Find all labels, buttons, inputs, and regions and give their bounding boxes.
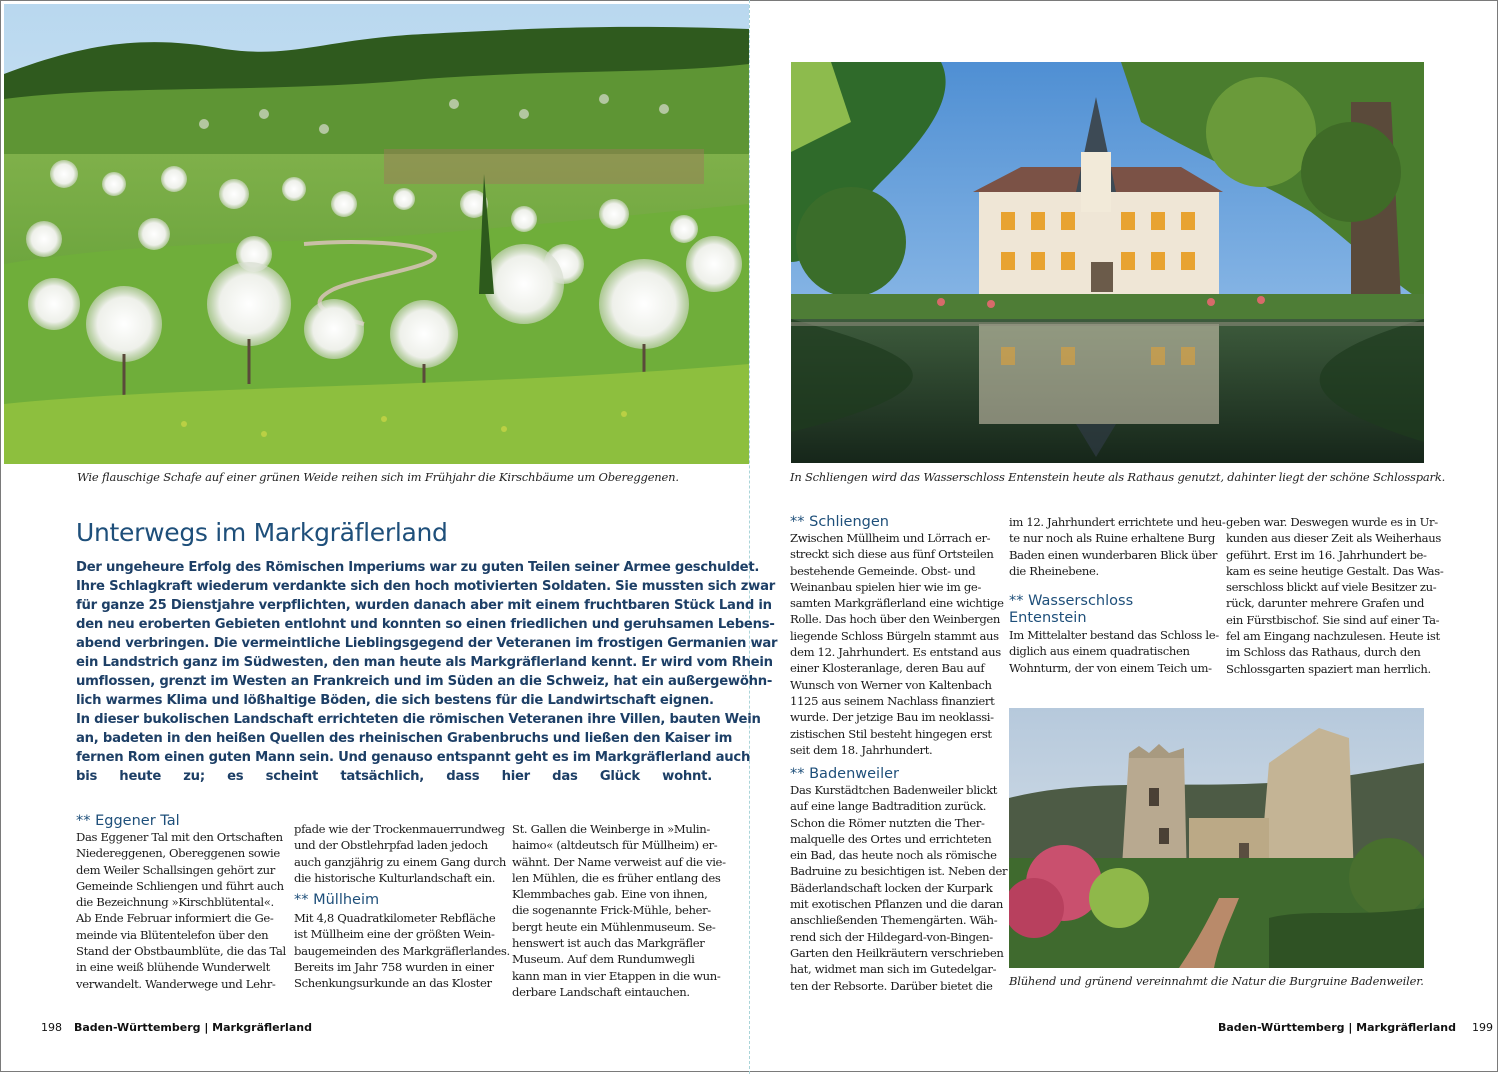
body-line: dem Weiler Schallsingen gehört zur bbox=[76, 862, 275, 877]
body-line: Mit 4,8 Quadratkilometer Rebfläche bbox=[294, 911, 496, 925]
body-line: Wohnturm, der von einem Teich um- bbox=[1009, 660, 1212, 675]
lead-line: ein Landstrich ganz im Südwesten, den man heute als Markgräflerland kennt. Er wird vom Rhein bbox=[76, 655, 773, 670]
body-line: Garten den Heilkräutern verschrieben bbox=[790, 945, 1004, 960]
lead-paragraph bbox=[76, 558, 778, 786]
column-2-text bbox=[294, 821, 506, 886]
body-line: rend sich der Hildegard-von-Bingen- bbox=[790, 929, 993, 944]
body-line: seit dem 18. Jahrhundert. bbox=[790, 742, 933, 757]
body-line: Ab Ende Februar informiert die Ge- bbox=[76, 911, 274, 926]
body-line: Badruine zu besichtigen ist. Neben der bbox=[790, 864, 1008, 879]
body-line: Niedereggenen, Obereggenen sowie bbox=[76, 846, 280, 861]
body-line: wurde. Der jetzige Bau im neoklassi- bbox=[790, 710, 994, 725]
lead-line: lich warmes Klima und lößhaltige Böden, die sich bestens für die Landwirtschaft eignen. bbox=[76, 693, 714, 708]
page-number: 199 bbox=[1471, 1021, 1493, 1034]
lead-line: Ihre Schlagkraft wiederum verdankte sich den hoch motivierten Soldaten. Sie mussten sich zwar bbox=[76, 579, 775, 594]
body-line: serschloss blickt auf viele Besitzer zu- bbox=[1226, 580, 1437, 595]
eggener-tal-heading: ** Eggener Tal bbox=[76, 813, 180, 829]
body-line: Im Mittelalter bestand das Schloss le- bbox=[1009, 628, 1219, 642]
body-line: ten der Rebsorte. Darüber bietet die bbox=[790, 978, 993, 993]
body-line: geben war. Deswegen wurde es in Ur- bbox=[1226, 515, 1438, 529]
wasserschloss-heading-line-1: ** Wasserschloss bbox=[1009, 593, 1134, 609]
body-line: Rolle. Das hoch über den Weinbergen bbox=[790, 612, 1001, 627]
eggener-tal-text bbox=[76, 829, 286, 992]
body-line: einer Klosteranlage, deren Bau auf bbox=[790, 661, 985, 676]
body-line: St. Gallen die Weinberge in »Mulin- bbox=[512, 822, 710, 836]
body-line: Stand der Obstbaumblüte, die das Tal bbox=[76, 944, 286, 959]
body-line: haimo« (altdeutsch für Müllheim) er- bbox=[512, 838, 718, 853]
schliengen-heading: ** Schliengen bbox=[790, 514, 889, 530]
badenweiler-heading: ** Badenweiler bbox=[790, 766, 899, 782]
lead-line: Der ungeheure Erfolg des Römischen Imperiums war zu guten Teilen seiner Armee geschuldet. bbox=[76, 560, 760, 575]
body-line: baugemeinden des Markgräflerlandes. bbox=[294, 943, 510, 958]
body-line: ein Bad, das heute noch als römische bbox=[790, 848, 997, 863]
body-line: Wunsch von Werner von Kaltenbach bbox=[790, 677, 992, 692]
body-line: henswert ist auch das Markgräfler bbox=[512, 936, 705, 951]
column-right-text bbox=[1226, 514, 1444, 677]
lead-line: an, badeten in den heißen Quellen des rheinischen Grabenbruchs und ließen den Kaiser im bbox=[76, 731, 733, 746]
body-line: die Bezeichnung »Kirschblütental«. bbox=[76, 895, 274, 910]
body-line: kunden aus dieser Zeit als Weiherhaus bbox=[1226, 531, 1441, 546]
body-line: samten Markgräflerland eine wichtige bbox=[790, 596, 1004, 611]
body-line: im 12. Jahrhundert errichtete und heu- bbox=[1009, 515, 1226, 529]
wasserschloss-heading-line-2: Entenstein bbox=[1009, 610, 1087, 626]
article-title: Unterwegs im Markgräflerland bbox=[76, 518, 448, 547]
left-folio bbox=[41, 1021, 312, 1034]
body-line: 1125 aus seinem Nachlass finanziert bbox=[790, 693, 995, 708]
body-line: Weinanbau spielen hier wie im ge- bbox=[790, 579, 982, 594]
body-line: auch ganzjährig zu einem Gang durch bbox=[294, 854, 506, 869]
body-line: Schlossgarten spaziert man herrlich. bbox=[1226, 661, 1431, 676]
body-line: geführt. Erst im 16. Jahrhundert be- bbox=[1226, 547, 1427, 562]
body-line: Schenkungsurkunde an das Kloster bbox=[294, 976, 492, 991]
body-line: malquelle des Ortes und errichteten bbox=[790, 831, 992, 846]
wasserschloss-text bbox=[1009, 627, 1219, 676]
cherry-blossom-photo bbox=[4, 4, 749, 464]
body-line: bergt heute ein Mühlenmuseum. Se- bbox=[512, 919, 716, 934]
body-line: Bäderlandschaft locken der Kurpark bbox=[790, 880, 993, 895]
body-line: Klemmbaches gab. Eine von ihnen, bbox=[512, 887, 708, 902]
badenweiler-text bbox=[790, 782, 1008, 994]
body-line: die Rheinebene. bbox=[1009, 563, 1099, 578]
burgruine-photo bbox=[1009, 708, 1424, 968]
body-line: Das Eggener Tal mit den Ortschaften bbox=[76, 830, 283, 844]
body-line: ein Fürstbischof. Sie sind auf einer Ta- bbox=[1226, 612, 1440, 627]
body-line: mit exotischen Pflanzen und die daran bbox=[790, 897, 1004, 912]
body-line: Museum. Auf dem Rundumwegli bbox=[512, 952, 695, 967]
running-head: Baden-Württemberg | Markgräflerland bbox=[74, 1021, 312, 1034]
lead-line: abend verbringen. Die vermeintliche Lieblingsgegend der Veteranen im frostigen Germanien war bbox=[76, 636, 778, 651]
body-line: dem 12. Jahrhundert. Es entstand aus bbox=[790, 645, 1001, 660]
body-line: te nur noch als Ruine erhaltene Burg bbox=[1009, 531, 1216, 546]
body-line: len Mühlen, die es früher entlang des bbox=[512, 870, 721, 885]
body-line: bestehende Gemeinde. Obst- und bbox=[790, 563, 976, 578]
body-line: Gemeinde Schliengen und führt auch bbox=[76, 878, 284, 893]
body-line: kann man in vier Etappen in die wun- bbox=[512, 968, 721, 983]
left-photo-caption: Wie flauschige Schafe auf einer grünen Weide reihen sich im Frühjahr die Kirschbäume um Obereggenen. bbox=[77, 470, 679, 484]
lead-line: umflossen, grenzt im Westen an Frankreich und im Süden an die Schweiz, hat ein außergewöhn- bbox=[76, 674, 773, 689]
lead-line: fernen Rom einen guten Mann sein. Und genauso entspannt geht es im Markgräflerland auch bbox=[76, 750, 751, 765]
page-number: 198 bbox=[41, 1021, 62, 1034]
body-line: wähnt. Der Name verweist auf die vie- bbox=[512, 854, 726, 869]
body-line: und der Obstlehrpfad laden jedoch bbox=[294, 838, 488, 853]
body-line: in eine weiß blühende Wunderwelt bbox=[76, 960, 270, 975]
body-line: Baden einen wunderbaren Blick über bbox=[1009, 547, 1218, 562]
body-line: die historische Kulturlandschaft ein. bbox=[294, 870, 496, 885]
lead-line: für ganze 25 Dienstjahre verpflichten, wurden danach aber mit einem fruchtbaren Stück Land in bbox=[76, 598, 772, 613]
body-line: meinde via Blütentelefon über den bbox=[76, 927, 269, 942]
body-line: Das Kurstädtchen Badenweiler blickt bbox=[790, 783, 998, 797]
body-line: liegende Schloss Bürgeln stammt aus bbox=[790, 628, 999, 643]
body-line: derbare Landschaft eintauchen. bbox=[512, 984, 690, 999]
body-line: zistischen Stil besteht hingegen erst bbox=[790, 726, 992, 741]
body-line: streckt sich diese aus fünf Ortsteilen bbox=[790, 547, 994, 562]
schliengen-text bbox=[790, 530, 1004, 758]
column-mid-text bbox=[1009, 514, 1226, 579]
spread-gutter bbox=[749, 0, 750, 1074]
lead-line: bis heute zu; es scheint tatsächlich, dass hier das Glück wohnt. bbox=[76, 769, 712, 784]
body-line: auf eine lange Badtradition zurück. bbox=[790, 799, 987, 814]
ruin-photo-caption: Blühend und grünend vereinnahmt die Natur die Burgruine Badenweiler. bbox=[1009, 974, 1424, 988]
wasserschloss-heading bbox=[1009, 593, 1133, 627]
body-line: Schon die Römer nutzten die Ther- bbox=[790, 815, 985, 830]
body-line: rück, darunter mehrere Grafen und bbox=[1226, 596, 1425, 611]
body-line: anschließenden Themengärten. Wäh- bbox=[790, 913, 998, 928]
body-line: die sogenannte Frick-Mühle, beher- bbox=[512, 903, 711, 918]
column-3-text bbox=[512, 821, 726, 1000]
body-line: fel am Eingang nachzulesen. Heute ist bbox=[1226, 629, 1440, 644]
body-line: kam es seine heutige Gestalt. Das Was- bbox=[1226, 563, 1444, 578]
lead-line: In dieser bukolischen Landschaft errichteten die römischen Veteranen ihre Villen, bauten Wein bbox=[76, 712, 761, 727]
running-head: Baden-Württemberg | Markgräflerland bbox=[1218, 1021, 1456, 1034]
body-line: pfade wie der Trockenmauerrundweg bbox=[294, 822, 505, 836]
body-line: Bereits im Jahr 758 wurden in einer bbox=[294, 959, 494, 974]
lead-line: den neu eroberten Gebieten entlohnt und konnten so einen friedlichen und geruhsamen Lebens- bbox=[76, 617, 775, 632]
right-folio bbox=[1218, 1021, 1493, 1034]
body-line: Zwischen Müllheim und Lörrach er- bbox=[790, 531, 991, 545]
right-photo-caption: In Schliengen wird das Wasserschloss Entenstein heute als Rathaus genutzt, dahinter liegt der schöne Schlosspark. bbox=[790, 470, 1446, 484]
wasserschloss-photo bbox=[791, 62, 1424, 463]
muellheim-heading: ** Müllheim bbox=[294, 892, 380, 908]
muellheim-text bbox=[294, 910, 510, 991]
body-line: hat, widmet man sich im Gutedelgar- bbox=[790, 962, 997, 977]
body-line: verwandelt. Wanderwege und Lehr- bbox=[76, 976, 276, 991]
body-line: ist Müllheim eine der größten Wein- bbox=[294, 927, 495, 942]
body-line: im Schloss das Rathaus, durch den bbox=[1226, 645, 1421, 660]
body-line: diglich aus einem quadratischen bbox=[1009, 644, 1190, 659]
